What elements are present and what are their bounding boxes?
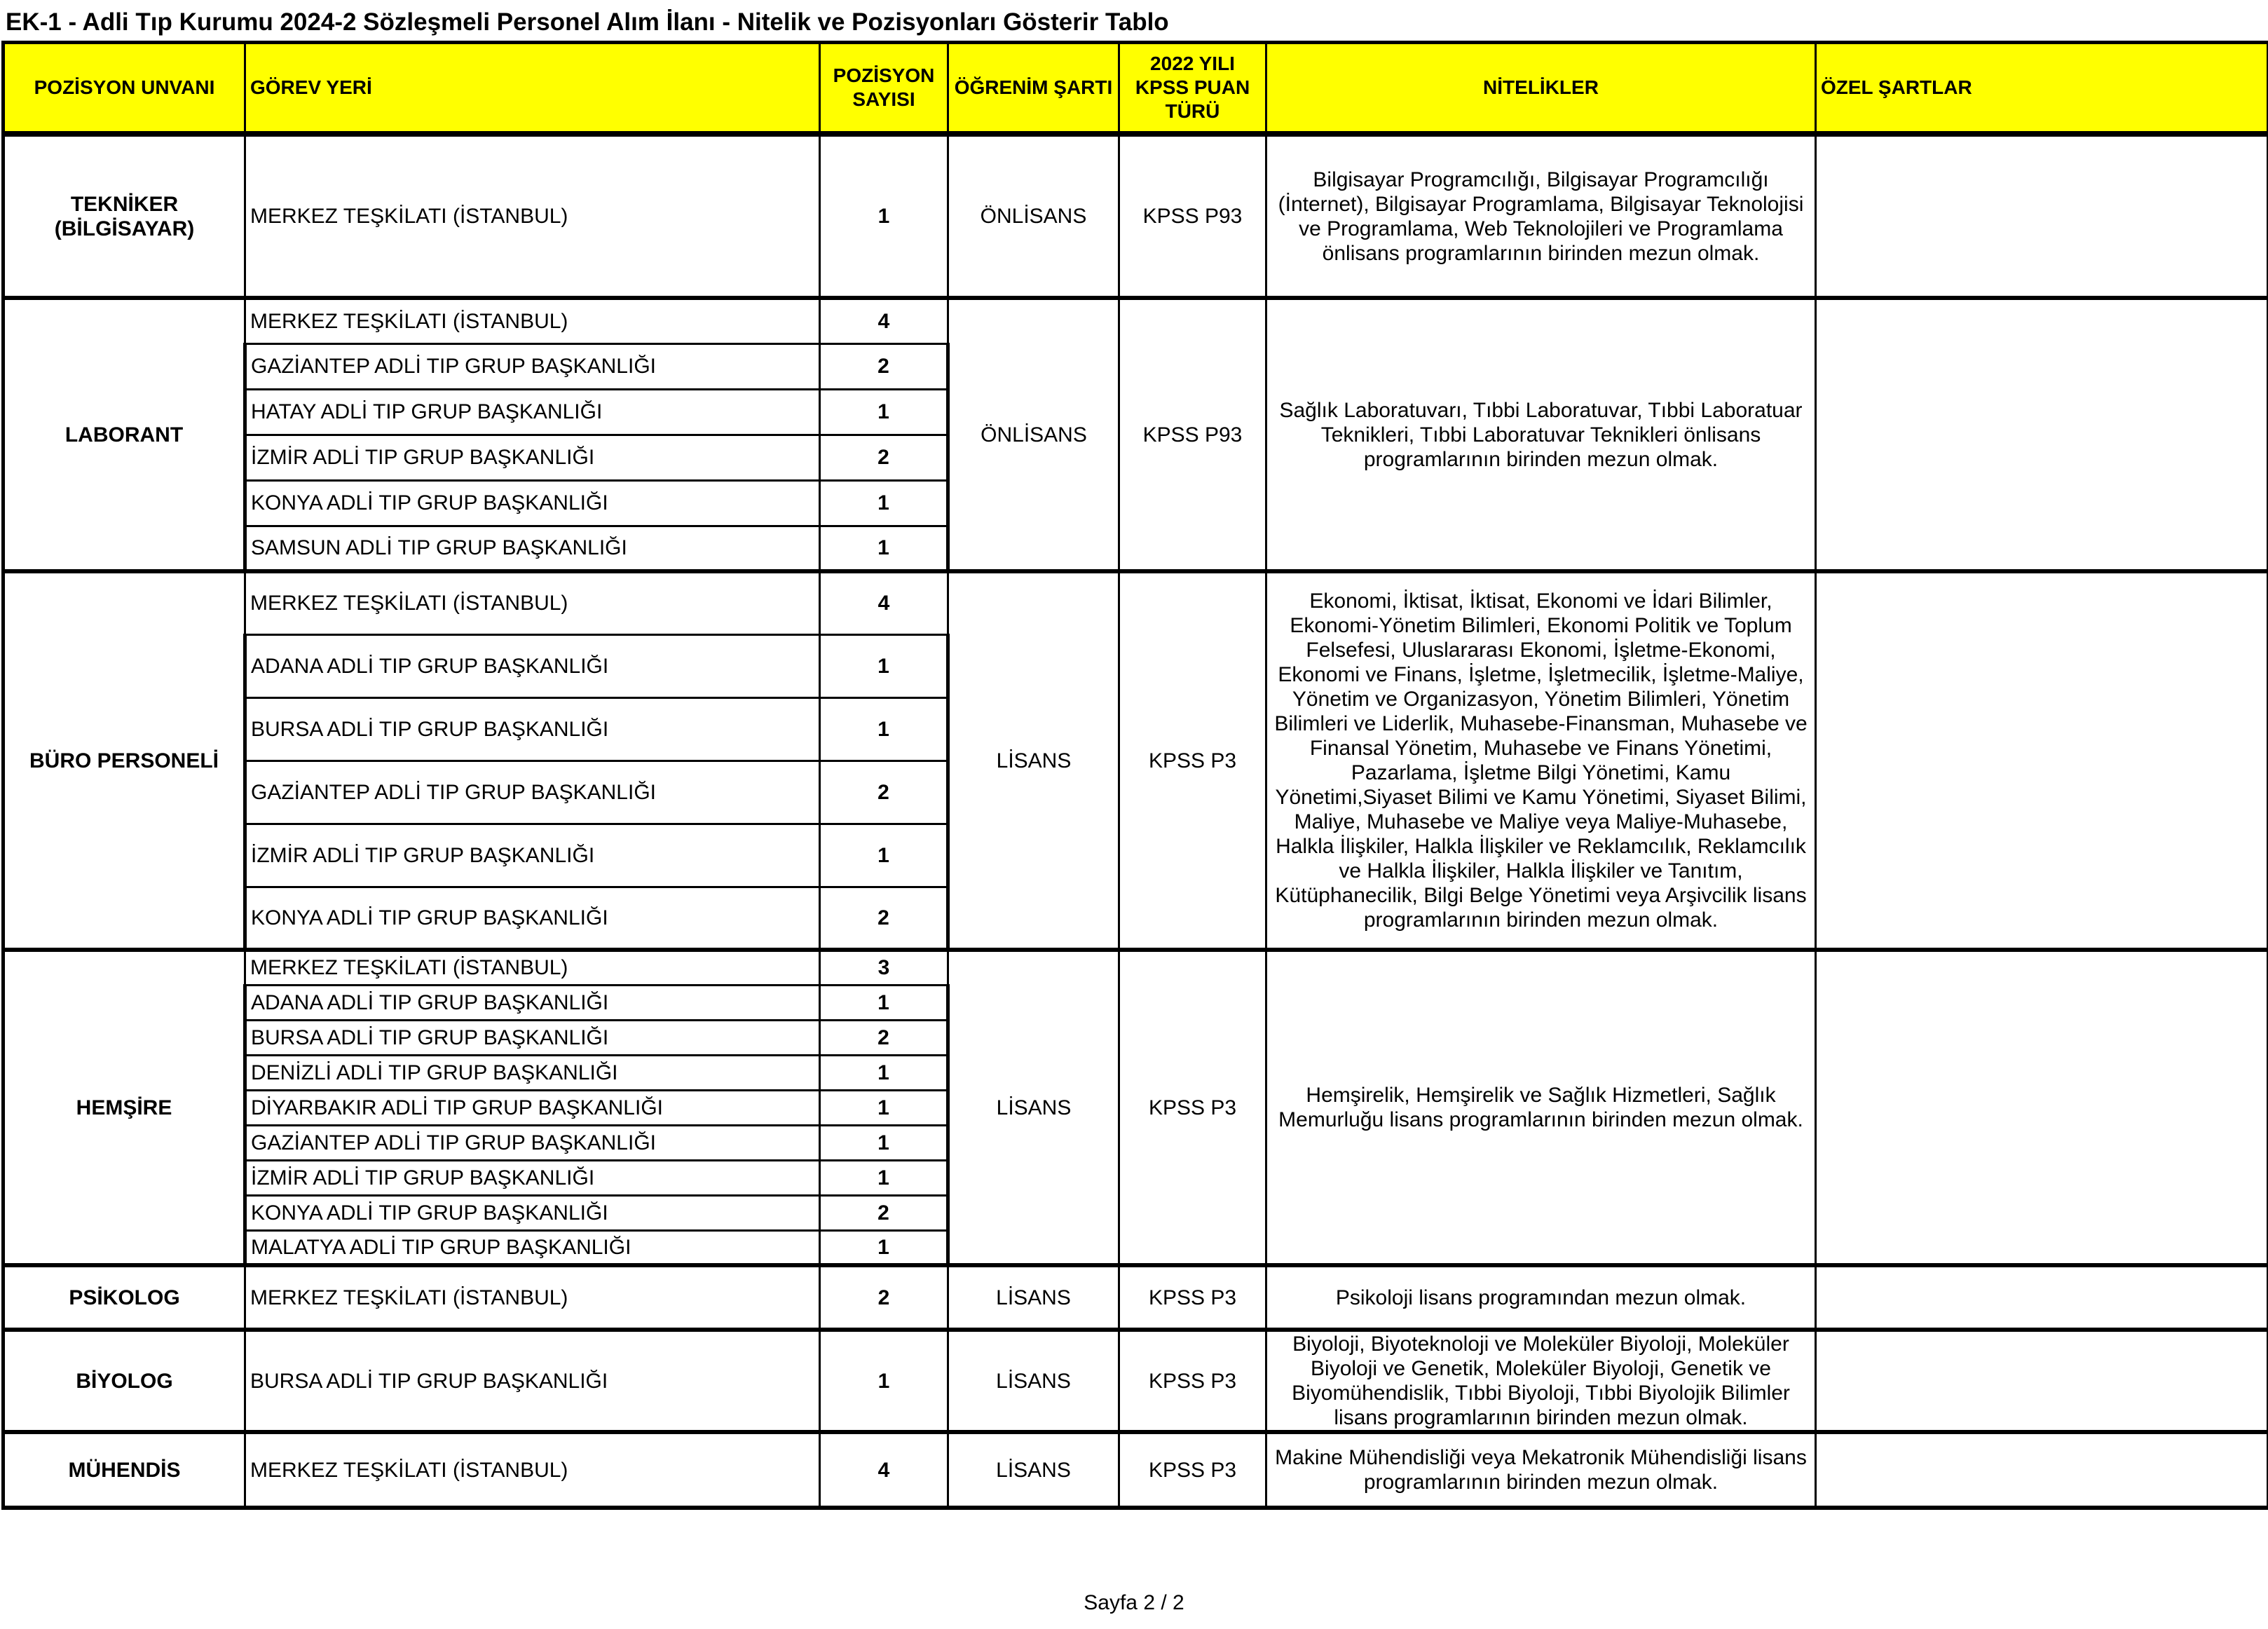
position-count-cell: 1 bbox=[820, 634, 948, 697]
position-title-cell: BÜRO PERSONELİ bbox=[4, 571, 245, 950]
kpss-score-type-cell: KPSS P93 bbox=[1119, 134, 1266, 298]
kpss-score-type-cell: KPSS P93 bbox=[1119, 298, 1266, 571]
header-kpss-puan-turu: 2022 YILI KPSS PUAN TÜRÜ bbox=[1119, 43, 1266, 135]
position-count-cell: 1 bbox=[820, 697, 948, 761]
location-cell: MERKEZ TEŞKİLATI (İSTANBUL) bbox=[245, 298, 820, 343]
position-title-cell: TEKNİKER (BİLGİSAYAR) bbox=[4, 134, 245, 298]
header-nitelikler: NİTELİKLER bbox=[1266, 43, 1816, 135]
position-title-cell: MÜHENDİS bbox=[4, 1432, 245, 1508]
location-cell: ADANA ADLİ TIP GRUP BAŞKANLIĞI bbox=[245, 985, 820, 1020]
header-gorev-yeri: GÖREV YERİ bbox=[245, 43, 820, 135]
qualifications-cell: Sağlık Laboratuvarı, Tıbbi Laboratuvar, Tıbbi Laboratuar Teknikleri, Tıbbi Laboratuvar Teknikleri önlisans programlarının birinden mezun olmak. bbox=[1266, 298, 1816, 571]
position-count-cell: 4 bbox=[820, 298, 948, 343]
education-cell: ÖNLİSANS bbox=[948, 134, 1119, 298]
position-count-cell: 1 bbox=[820, 134, 948, 298]
qualifications-cell: Bilgisayar Programcılığı, Bilgisayar Programcılığı (İnternet), Bilgisayar Programlama, Bilgisayar Teknolojisi ve Programlama, Web Teknolojileri ve Programlama önlisans programlarının birinden mezun olmak. bbox=[1266, 134, 1816, 298]
position-count-cell: 4 bbox=[820, 571, 948, 634]
position-count-cell: 1 bbox=[820, 480, 948, 526]
position-count-cell: 2 bbox=[820, 435, 948, 480]
special-conditions-cell bbox=[1816, 1432, 2268, 1508]
kpss-score-type-cell: KPSS P3 bbox=[1119, 571, 1266, 950]
location-cell: MERKEZ TEŞKİLATI (İSTANBUL) bbox=[245, 134, 820, 298]
position-count-cell: 2 bbox=[820, 761, 948, 824]
special-conditions-cell bbox=[1816, 298, 2268, 571]
position-count-cell: 1 bbox=[820, 1090, 948, 1125]
header-pozisyon-unvani: POZİSYON UNVANI bbox=[4, 43, 245, 135]
location-cell: GAZİANTEP ADLİ TIP GRUP BAŞKANLIĞI bbox=[245, 1125, 820, 1160]
position-title-cell: PSİKOLOG bbox=[4, 1265, 245, 1330]
education-cell: LİSANS bbox=[948, 950, 1119, 1265]
position-count-cell: 1 bbox=[820, 526, 948, 571]
qualifications-cell: Hemşirelik, Hemşirelik ve Sağlık Hizmetleri, Sağlık Memurluğu lisans programlarının birinden mezun olmak. bbox=[1266, 950, 1816, 1265]
location-cell: HATAY ADLİ TIP GRUP BAŞKANLIĞI bbox=[245, 389, 820, 435]
positions-table bbox=[1, 41, 2268, 1510]
position-title-cell: HEMŞİRE bbox=[4, 950, 245, 1265]
qualifications-cell: Biyoloji, Biyoteknoloji ve Moleküler Biyoloji, Moleküler Biyoloji ve Genetik, Moleküler Biyoloji, Genetik ve Biyomühendislik, Tıbbi Biyoloji, Tıbbi Biyolojik Bilimler lisans programlarının birinden mezun olmak. bbox=[1266, 1330, 1816, 1432]
location-cell: ADANA ADLİ TIP GRUP BAŞKANLIĞI bbox=[245, 634, 820, 697]
location-cell: İZMİR ADLİ TIP GRUP BAŞKANLIĞI bbox=[245, 824, 820, 887]
kpss-score-type-cell: KPSS P3 bbox=[1119, 1265, 1266, 1330]
position-count-cell: 1 bbox=[820, 1125, 948, 1160]
special-conditions-cell bbox=[1816, 1265, 2268, 1330]
position-count-cell: 1 bbox=[820, 389, 948, 435]
location-cell: KONYA ADLİ TIP GRUP BAŞKANLIĞI bbox=[245, 887, 820, 950]
location-cell: SAMSUN ADLİ TIP GRUP BAŞKANLIĞI bbox=[245, 526, 820, 571]
kpss-score-type-cell: KPSS P3 bbox=[1119, 950, 1266, 1265]
position-count-cell: 2 bbox=[820, 1020, 948, 1055]
education-cell: LİSANS bbox=[948, 571, 1119, 950]
special-conditions-cell bbox=[1816, 1330, 2268, 1432]
position-title-cell: BİYOLOG bbox=[4, 1330, 245, 1432]
table-header-row bbox=[4, 43, 2268, 135]
kpss-score-type-cell: KPSS P3 bbox=[1119, 1330, 1266, 1432]
position-count-cell: 4 bbox=[820, 1432, 948, 1508]
education-cell: LİSANS bbox=[948, 1432, 1119, 1508]
location-cell: KONYA ADLİ TIP GRUP BAŞKANLIĞI bbox=[245, 1195, 820, 1230]
page-title: EK-1 - Adli Tıp Kurumu 2024-2 Sözleşmeli Personel Alım İlanı - Nitelik ve Pozisyonları Gösterir Tablo bbox=[6, 8, 1169, 36]
location-cell: BURSA ADLİ TIP GRUP BAŞKANLIĞI bbox=[245, 1020, 820, 1055]
location-cell: İZMİR ADLİ TIP GRUP BAŞKANLIĞI bbox=[245, 1160, 820, 1195]
table-row bbox=[4, 134, 2268, 298]
header-ogrenim-sarti: ÖĞRENİM ŞARTI bbox=[948, 43, 1119, 135]
position-title-cell: LABORANT bbox=[4, 298, 245, 571]
position-count-cell: 2 bbox=[820, 343, 948, 389]
location-cell: MERKEZ TEŞKİLATI (İSTANBUL) bbox=[245, 1265, 820, 1330]
location-cell: KONYA ADLİ TIP GRUP BAŞKANLIĞI bbox=[245, 480, 820, 526]
kpss-score-type-cell: KPSS P3 bbox=[1119, 1432, 1266, 1508]
location-cell: MERKEZ TEŞKİLATI (İSTANBUL) bbox=[245, 1432, 820, 1508]
table-row bbox=[4, 1432, 2268, 1508]
position-count-cell: 1 bbox=[820, 985, 948, 1020]
location-cell: BURSA ADLİ TIP GRUP BAŞKANLIĞI bbox=[245, 697, 820, 761]
location-cell: DENİZLİ ADLİ TIP GRUP BAŞKANLIĞI bbox=[245, 1055, 820, 1090]
page-footer: Sayfa 2 / 2 bbox=[1084, 1591, 1184, 1614]
special-conditions-cell bbox=[1816, 571, 2268, 950]
education-cell: ÖNLİSANS bbox=[948, 298, 1119, 571]
special-conditions-cell bbox=[1816, 134, 2268, 298]
table-row bbox=[4, 950, 2268, 985]
location-cell: GAZİANTEP ADLİ TIP GRUP BAŞKANLIĞI bbox=[245, 343, 820, 389]
position-count-cell: 3 bbox=[820, 950, 948, 985]
education-cell: LİSANS bbox=[948, 1330, 1119, 1432]
position-count-cell: 1 bbox=[820, 1160, 948, 1195]
location-cell: İZMİR ADLİ TIP GRUP BAŞKANLIĞI bbox=[245, 435, 820, 480]
location-cell: MALATYA ADLİ TIP GRUP BAŞKANLIĞI bbox=[245, 1230, 820, 1265]
table-body bbox=[4, 134, 2268, 1508]
qualifications-cell: Psikoloji lisans programından mezun olmak. bbox=[1266, 1265, 1816, 1330]
special-conditions-cell bbox=[1816, 950, 2268, 1265]
position-count-cell: 2 bbox=[820, 1195, 948, 1230]
position-count-cell: 2 bbox=[820, 1265, 948, 1330]
education-cell: LİSANS bbox=[948, 1265, 1119, 1330]
position-count-cell: 1 bbox=[820, 824, 948, 887]
location-cell: MERKEZ TEŞKİLATI (İSTANBUL) bbox=[245, 950, 820, 985]
qualifications-cell: Makine Mühendisliği veya Mekatronik Mühendisliği lisans programlarının birinden mezun olmak. bbox=[1266, 1432, 1816, 1508]
position-count-cell: 1 bbox=[820, 1330, 948, 1432]
position-count-cell: 2 bbox=[820, 887, 948, 950]
table-row bbox=[4, 298, 2268, 343]
table-row bbox=[4, 1330, 2268, 1432]
table-row bbox=[4, 571, 2268, 634]
header-pozisyon-sayisi: POZİSYON SAYISI bbox=[820, 43, 948, 135]
table-row bbox=[4, 1265, 2268, 1330]
qualifications-cell: Ekonomi, İktisat, İktisat, Ekonomi ve İdari Bilimler, Ekonomi-Yönetim Bilimleri, Ekonomi Politik ve Toplum Felsefesi, Uluslararası Ekonomi, İşletme-Ekonomi, Ekonomi ve Finans, İşletme, İşletmecilik, İşletme-Maliye, Yönetim ve Organizasyon, Yönetim Bilimleri, Yönetim Bilimleri ve Liderlik, Muhasebe-Finansman, Muhasebe ve Finansal Yönetim, Muhasebe ve Finans Yönetimi, Pazarlama, İşletme Bilgi Yönetimi, Kamu Yönetimi,Siyaset Bilimi ve Kamu Yönetimi, Siyaset Bilimi, Maliye, Muhasebe ve Maliye veya Maliye-Muhasebe, Halkla İlişkiler, Halkla İlişkiler ve Reklamcılık, Reklamcılık ve Halkla İlişkiler, Halkla İlişkiler ve Tanıtım, Kütüphanecilik, Bilgi Belge Yönetimi veya Arşivcilik lisans programlarının birinden mezun olmak. bbox=[1266, 571, 1816, 950]
location-cell: DİYARBAKIR ADLİ TIP GRUP BAŞKANLIĞI bbox=[245, 1090, 820, 1125]
position-count-cell: 1 bbox=[820, 1055, 948, 1090]
header-ozel-sartlar: ÖZEL ŞARTLAR bbox=[1816, 43, 2268, 135]
location-cell: MERKEZ TEŞKİLATI (İSTANBUL) bbox=[245, 571, 820, 634]
location-cell: GAZİANTEP ADLİ TIP GRUP BAŞKANLIĞI bbox=[245, 761, 820, 824]
location-cell: BURSA ADLİ TIP GRUP BAŞKANLIĞI bbox=[245, 1330, 820, 1432]
position-count-cell: 1 bbox=[820, 1230, 948, 1265]
